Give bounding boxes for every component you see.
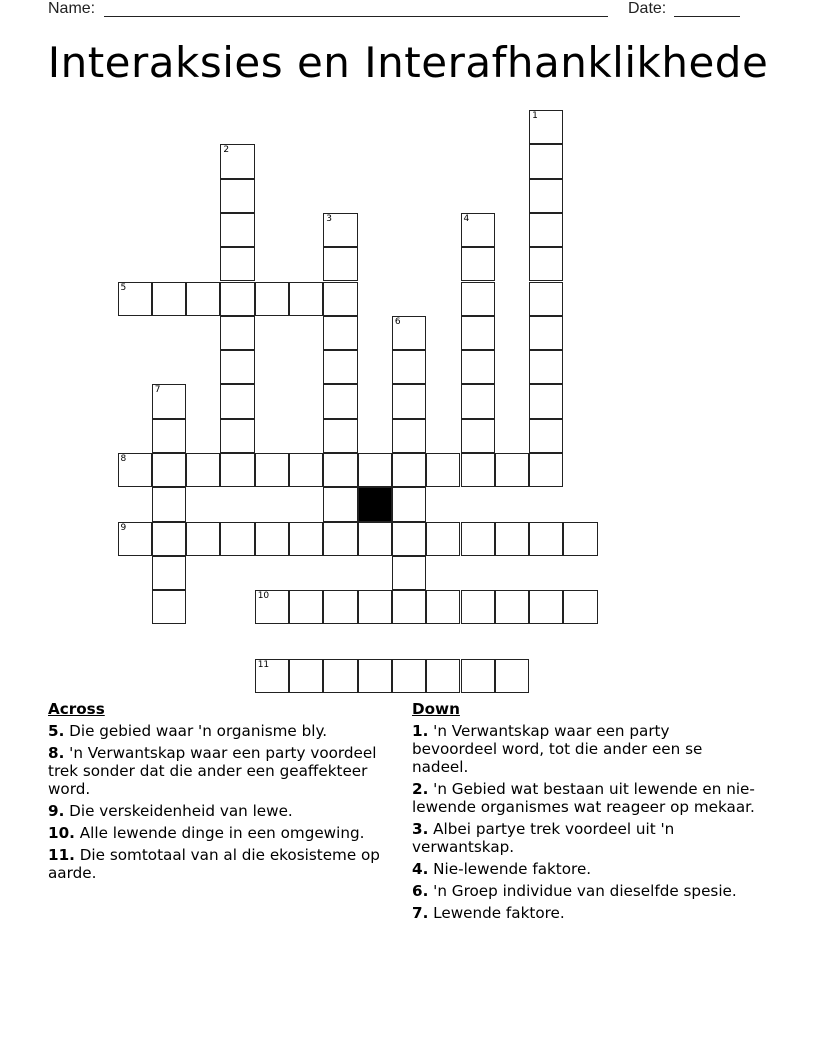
clue-number: 4. (412, 860, 429, 878)
grid-cell[interactable] (152, 590, 186, 624)
grid-cell[interactable] (529, 316, 563, 350)
clue-number: 8. (48, 744, 65, 762)
clue-down-7 (412, 904, 757, 922)
page-title: Interaksies en Interafhanklikhede (47, 38, 769, 87)
clue-number-label: 7 (154, 385, 161, 396)
clue-text: Nie-lewende faktore. (433, 860, 592, 878)
clue-down-6 (412, 882, 757, 900)
clue-down-4 (412, 860, 757, 878)
grid-cell[interactable] (461, 213, 495, 247)
grid-cell[interactable] (323, 384, 357, 418)
grid-cell[interactable] (392, 487, 426, 521)
grid-cell[interactable] (461, 316, 495, 350)
grid-cell[interactable] (118, 282, 152, 316)
clue-down-2 (412, 780, 757, 816)
clue-text: Alle lewende dinge in een omgewing. (79, 824, 365, 842)
grid-cell[interactable] (392, 590, 426, 624)
clue-number: 10. (48, 824, 75, 842)
clue-number: 5. (48, 722, 65, 740)
grid-cell[interactable] (255, 453, 289, 487)
grid-cell[interactable] (220, 179, 254, 213)
grid-cell[interactable] (461, 590, 495, 624)
grid-cell[interactable] (289, 659, 323, 693)
grid-cell[interactable] (289, 522, 323, 556)
grid-cell[interactable] (529, 213, 563, 247)
grid-cell[interactable] (152, 282, 186, 316)
clue-number-label: 11 (257, 659, 270, 670)
grid-cell[interactable] (220, 522, 254, 556)
grid-cell[interactable] (323, 487, 357, 521)
clue-number: 7. (412, 904, 429, 922)
grid-cell[interactable] (529, 384, 563, 418)
grid-cell[interactable] (220, 213, 254, 247)
date-label: Date: (628, 0, 667, 17)
clue-number: 9. (48, 802, 65, 820)
clue-number-label: 6 (394, 316, 401, 327)
grid-cell[interactable] (392, 453, 426, 487)
clue-number-label: 4 (463, 213, 470, 224)
grid-cell[interactable] (358, 453, 392, 487)
grid-cell[interactable] (495, 590, 529, 624)
grid-cell[interactable] (220, 350, 254, 384)
grid-cell[interactable] (426, 590, 460, 624)
clue-number: 6. (412, 882, 429, 900)
grid-cell[interactable] (461, 453, 495, 487)
grid-cell[interactable] (323, 590, 357, 624)
clue-across-5 (48, 722, 393, 740)
clue-down-3 (412, 820, 757, 856)
grid-cell[interactable] (220, 247, 254, 281)
grid-cell[interactable] (461, 384, 495, 418)
clue-across-9 (48, 802, 393, 820)
grid-cell[interactable] (186, 453, 220, 487)
clue-number: 11. (48, 846, 75, 864)
grid-cell[interactable] (323, 659, 357, 693)
grid-cell[interactable] (152, 487, 186, 521)
grid-cell[interactable] (152, 522, 186, 556)
grid-cell[interactable] (323, 247, 357, 281)
grid-cell[interactable] (529, 247, 563, 281)
grid-cell[interactable] (220, 144, 254, 178)
grid-cell[interactable] (495, 659, 529, 693)
clue-number: 2. (412, 780, 429, 798)
grid-cell[interactable] (289, 453, 323, 487)
grid-cell[interactable] (563, 590, 597, 624)
grid-cell[interactable] (392, 316, 426, 350)
grid-cell[interactable] (461, 350, 495, 384)
grid-cell[interactable] (426, 659, 460, 693)
clue-text: Die verskeidenheid van lewe. (69, 802, 293, 820)
grid-cell[interactable] (461, 419, 495, 453)
grid-cell[interactable] (529, 110, 563, 144)
clue-number-label: 2 (223, 145, 230, 156)
grid-cell[interactable] (529, 179, 563, 213)
grid-cell[interactable] (495, 522, 529, 556)
clue-number-label: 9 (120, 522, 127, 533)
grid-cell[interactable] (220, 419, 254, 453)
grid-cell[interactable] (426, 453, 460, 487)
grid-cell[interactable] (529, 419, 563, 453)
grid-cell[interactable] (529, 282, 563, 316)
grid-cell[interactable] (461, 247, 495, 281)
clue-text: Die somtotaal van al die ekosisteme op aarde. (48, 846, 380, 882)
grid-cell[interactable] (392, 384, 426, 418)
clue-number-label: 10 (257, 591, 270, 602)
clue-text: Die gebied waar 'n organisme bly. (69, 722, 328, 740)
grid-cell[interactable] (461, 659, 495, 693)
clue-down-1 (412, 722, 757, 776)
clue-number: 1. (412, 722, 429, 740)
grid-cell[interactable] (289, 282, 323, 316)
grid-cell[interactable] (186, 282, 220, 316)
grid-cell[interactable] (289, 590, 323, 624)
grid-cell[interactable] (392, 659, 426, 693)
grid-cell[interactable] (529, 453, 563, 487)
grid-cell[interactable] (392, 522, 426, 556)
clue-number-label: 5 (120, 282, 127, 293)
clue-number-label: 8 (120, 454, 127, 464)
clue-text: 'n Gebied wat bestaan uit lewende en nie-lewende organismes wat reageer op mekaar. (412, 780, 755, 816)
grid-cell[interactable] (255, 590, 289, 624)
grid-cell[interactable] (323, 213, 357, 247)
grid-cell[interactable] (358, 590, 392, 624)
grid-cell[interactable] (392, 350, 426, 384)
grid-cell[interactable] (392, 556, 426, 590)
grid-cell[interactable] (186, 522, 220, 556)
grid-cell[interactable] (529, 350, 563, 384)
grid-cell[interactable] (323, 419, 357, 453)
grid-cell[interactable] (255, 522, 289, 556)
grid-cell[interactable] (323, 316, 357, 350)
grid-cell[interactable] (529, 590, 563, 624)
down-clues (412, 700, 757, 926)
clue-text: 'n Groep individue van dieselfde spesie. (433, 882, 737, 900)
grid-cell[interactable] (529, 144, 563, 178)
clue-number-label: 1 (532, 111, 538, 121)
grid-cell[interactable] (152, 556, 186, 590)
grid-cell[interactable] (323, 522, 357, 556)
grid-cell[interactable] (323, 282, 357, 316)
grid-cell[interactable] (220, 384, 254, 418)
clue-text: 'n Verwantskap waar een party voordeel trek sonder dat die ander een geaffekteer word. (48, 744, 377, 798)
grid-cell[interactable] (529, 522, 563, 556)
grid-cell[interactable] (426, 522, 460, 556)
across-clues (48, 700, 393, 886)
clue-across-10 (48, 824, 393, 842)
grid-cell[interactable] (461, 522, 495, 556)
clue-text: Albei partye trek voordeel uit 'n verwantskap. (412, 820, 675, 856)
grid-cell[interactable] (220, 282, 254, 316)
grid-cell[interactable] (495, 453, 529, 487)
clue-across-11 (48, 846, 393, 882)
grid-cell[interactable] (392, 419, 426, 453)
grid-cell[interactable] (152, 384, 186, 418)
clue-number: 3. (412, 820, 429, 838)
grid-cell[interactable] (323, 350, 357, 384)
name-label: Name: (48, 0, 96, 17)
grid-cell[interactable] (220, 316, 254, 350)
grid-cell[interactable] (563, 522, 597, 556)
grid-cell[interactable] (220, 453, 254, 487)
clue-text: 'n Verwantskap waar een party bevoordeel word, tot die ander een se nadeel. (412, 722, 703, 776)
clue-number-label: 3 (326, 213, 333, 224)
grid-cell[interactable] (461, 282, 495, 316)
grid-cell[interactable] (152, 419, 186, 453)
grid-cell[interactable] (323, 453, 357, 487)
grid-cell[interactable] (255, 659, 289, 693)
grid-cell[interactable] (358, 522, 392, 556)
clue-text: Lewende faktore. (433, 904, 565, 922)
grid-cell[interactable] (358, 659, 392, 693)
grid-cell[interactable] (255, 282, 289, 316)
grid-cell[interactable] (118, 522, 152, 556)
grid-cell[interactable] (152, 453, 186, 487)
black-cell (358, 487, 392, 521)
across-heading: Across (48, 700, 105, 718)
grid-cell[interactable] (118, 453, 152, 487)
down-heading: Down (412, 700, 460, 718)
clue-across-8 (48, 744, 393, 798)
